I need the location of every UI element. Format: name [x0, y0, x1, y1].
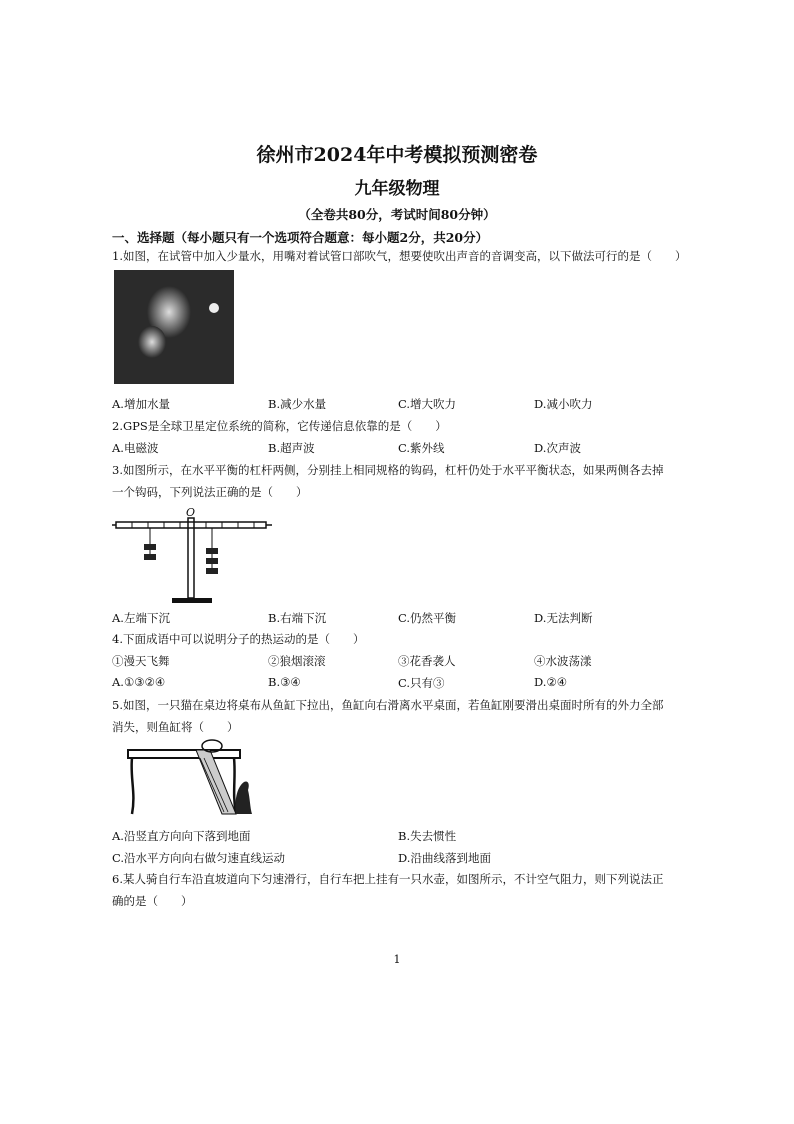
- q5-stem-line2: 消失，则鱼缸将（ ）: [112, 720, 239, 734]
- q1-option-d[interactable]: D.减小吹力: [534, 397, 593, 411]
- q4-item-4: ④水波荡漾: [534, 654, 592, 668]
- q3-option-b[interactable]: B.右端下沉: [268, 611, 327, 625]
- q6-stem-line2: 确的是（ ）: [112, 894, 193, 908]
- lever-figure: [112, 504, 282, 608]
- q1-stem: 1.如图，在试管中加入少量水，用嘴对着试管口部吹气，想要使吹出声音的音调变高，以下做法可行的是（ ）: [112, 249, 687, 263]
- q4-option-a[interactable]: A.①③②④: [112, 675, 166, 689]
- q1-option-c[interactable]: C.增大吹力: [398, 397, 457, 411]
- cat-table-figure: [126, 738, 260, 818]
- section-heading: 一、选择题（每小题只有一个选项符合题意：每小题2分，共20分）: [112, 230, 489, 245]
- q4-item-2: ②狼烟滚滚: [268, 654, 326, 668]
- q5-option-a[interactable]: A.沿竖直方向向下落到地面: [112, 829, 251, 843]
- q6-stem-line1: 6.某人骑自行车沿直坡道向下匀速滑行，自行车把上挂有一只水壶，如图所示，不计空气阻力，则下列说法正: [112, 872, 664, 886]
- q4-option-b[interactable]: B.③④: [268, 675, 301, 689]
- q2-option-b[interactable]: B.超声波: [268, 441, 315, 455]
- pivot-label: O: [186, 506, 196, 519]
- q2-stem: 2.GPS是全球卫星定位系统的简称，它传递信息依靠的是（ ）: [112, 419, 447, 433]
- q2-option-d[interactable]: D.次声波: [534, 441, 581, 455]
- exam-info: （全卷共80分，考试时间80分钟）: [298, 207, 496, 222]
- q3-stem-line2: 一个钩码，下列说法正确的是（ ）: [112, 485, 308, 499]
- q1-option-b[interactable]: B.减少水量: [268, 397, 327, 411]
- q5-option-c[interactable]: C.沿水平方向向右做匀速直线运动: [112, 851, 286, 865]
- q4-item-1: ①漫天飞舞: [112, 654, 170, 668]
- page-number: 1: [393, 953, 401, 966]
- q4-stem: 4.下面成语中可以说明分子的热运动的是（ ）: [112, 632, 365, 646]
- q5-option-d[interactable]: D.沿曲线落到地面: [398, 851, 491, 865]
- exam-subject: 九年级物理: [354, 179, 440, 199]
- q3-option-d[interactable]: D.无法判断: [534, 611, 593, 625]
- q4-option-d[interactable]: D.②④: [534, 675, 568, 689]
- q1-figure: [114, 270, 234, 384]
- q5-option-b[interactable]: B.失去惯性: [398, 829, 457, 843]
- q2-option-c[interactable]: C.紫外线: [398, 441, 445, 455]
- q2-option-a[interactable]: A.电磁波: [112, 441, 159, 455]
- q1-option-a[interactable]: A.增加水量: [112, 397, 170, 411]
- q4-item-3: ③花香袭人: [398, 654, 456, 668]
- q5-stem-line1: 5.如图，一只猫在桌边将桌布从鱼缸下拉出，鱼缸向右滑离水平桌面，若鱼缸刚要滑出桌面时所有的外力全部: [112, 698, 664, 712]
- exam-title: 徐州市2024年中考模拟预测密卷: [256, 144, 538, 166]
- q3-stem-line1: 3.如图所示，在水平平衡的杠杆两侧，分别挂上相同规格的钩码，杠杆仍处于水平平衡状态，如果两侧各去掉: [112, 463, 664, 477]
- q4-option-c[interactable]: C.只有③: [398, 676, 445, 690]
- q3-option-a[interactable]: A.左端下沉: [112, 611, 170, 625]
- q3-option-c[interactable]: C.仍然平衡: [398, 611, 457, 625]
